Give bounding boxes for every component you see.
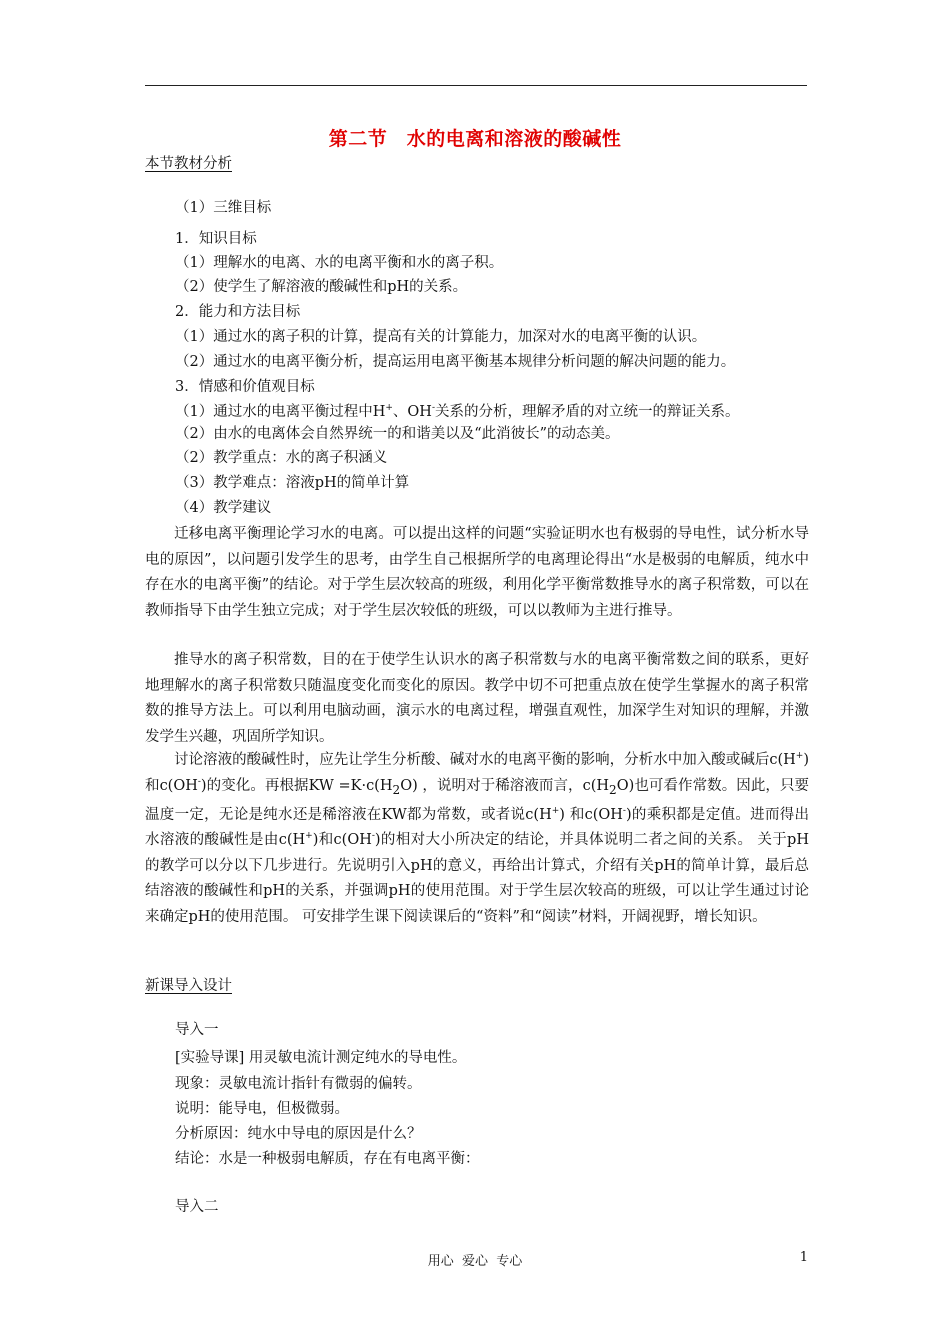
paragraph-1: 迁移电离平衡理论学习水的电离。可以提出这样的问题“实验证明水也有极弱的导电性，试分析水导电的原因”，以问题引发学生的思考，由学生自己根据所学的电离理论得出“水是极弱的电解质，纯水中存在水的电离平衡”的结论。对于学生层次较高的班级，利用化学平衡常数推导水的离子积常数，可以在教师指导下由学生独立完成；对于学生层次较低的班级，可以以教师为主进行推导。 [145,526,809,619]
intro-1-line-1: [实验导课] 用灵敏电流计测定纯水的导电性。 [175,1050,467,1066]
teaching-difficulty: （3）教学难点：溶液pH的简单计算 [175,475,410,491]
objectives-heading: （1）三维目标 [175,200,272,216]
knowledge-goal-1: （1）理解水的电离、水的电离平衡和水的离子积。 [175,255,504,271]
intro-1-title: 导入一 [175,1022,219,1038]
paragraph-2: 推导水的离子积常数，目的在于使学生认识水的离子积常数与水的电离平衡常数之间的联系，更好地理解水的离子积常数只随温度变化而变化的原因。教学中切不可把重点放在使学生掌握水的离子积常数的推导方法上。可以利用电脑动画，演示水的电离过程，增强直观性，加深学生对知识的理解，并激发学生兴趣，巩固所学知识。 [145,652,809,745]
page-number: 1 [799,1250,808,1265]
emotion-goal-1: （1）通过水的电离平衡过程中H+、OH-关系的分析，理解矛盾的对立统一的辩证关系。 [175,403,740,420]
section-heading-intro: 新课导入设计 [145,978,232,994]
intro-1-line-2: 现象：灵敏电流计指针有微弱的偏转。 [175,1076,422,1092]
intro-1-line-3: 说明：能导电，但极微弱。 [175,1101,349,1117]
header-rule [145,85,807,86]
teaching-key-point: （2）教学重点：水的离子积涵义 [175,450,388,466]
page-footer: 用心 爱心 专心 [427,1254,523,1269]
teaching-advice: （4）教学建议 [175,500,272,516]
ability-goal-title: 2．能力和方法目标 [175,304,301,320]
emotion-goal-2: （2）由水的电离体会自然界统一的和谐美以及“此消彼长”的动态美。 [175,426,620,442]
ability-goal-2: （2）通过水的电离平衡分析，提高运用电离平衡基本规律分析问题的解决问题的能力。 [175,354,736,370]
page-title: 第二节 水的电离和溶液的酸碱性 [328,128,622,150]
intro-1-line-5: 结论：水是一种极弱电解质，存在有电离平衡： [175,1151,480,1167]
intro-2-title: 导入二 [175,1199,219,1215]
knowledge-goal-2: （2）使学生了解溶液的酸碱性和pH的关系。 [175,279,468,295]
emotion-goal-title: 3．情感和价值观目标 [175,379,315,395]
knowledge-goal-title: 1．知识目标 [175,231,257,247]
section-heading-analysis: 本节教材分析 [145,156,232,172]
ability-goal-1: （1）通过水的离子积的计算，提高有关的计算能力，加深对水的电离平衡的认识。 [175,329,707,345]
paragraph-3: 讨论溶液的酸碱性时，应先让学生分析酸、碱对水的电离平衡的影响，分析水中加入酸或碱后c(H+)和c(OH-)的变化。再根据KW $=K\cdot c(H_2O)$ ，说明对于稀溶液而言，$c(H_2O)$也可看作常数。因此，只要温度一定，无论是纯水还是稀溶液在KW都为常数，或者说c(H+) 和c(OH-)的乘积都是定值。进而得出水溶液的酸碱性是由c(H+)和c(OH-)的相对大小所决定的结论，并具体说明二者之间的关系。 关于pH的教学可以分以下几步进行。先说明引入pH的意义，再给出计算式，介绍有关pH的简单计算，最后总结溶液的酸碱性和pH的关系，并强调pH的使用范围。对于学生层次较高的班级，可以让学生通过讨论来确定pH的使用范围。 可安排学生课下阅读课后的“资料”和“阅读”材料，开阔视野，增长知识。 [145,751,810,925]
intro-1-line-4: 分析原因：纯水中导电的原因是什么？ [175,1126,422,1142]
